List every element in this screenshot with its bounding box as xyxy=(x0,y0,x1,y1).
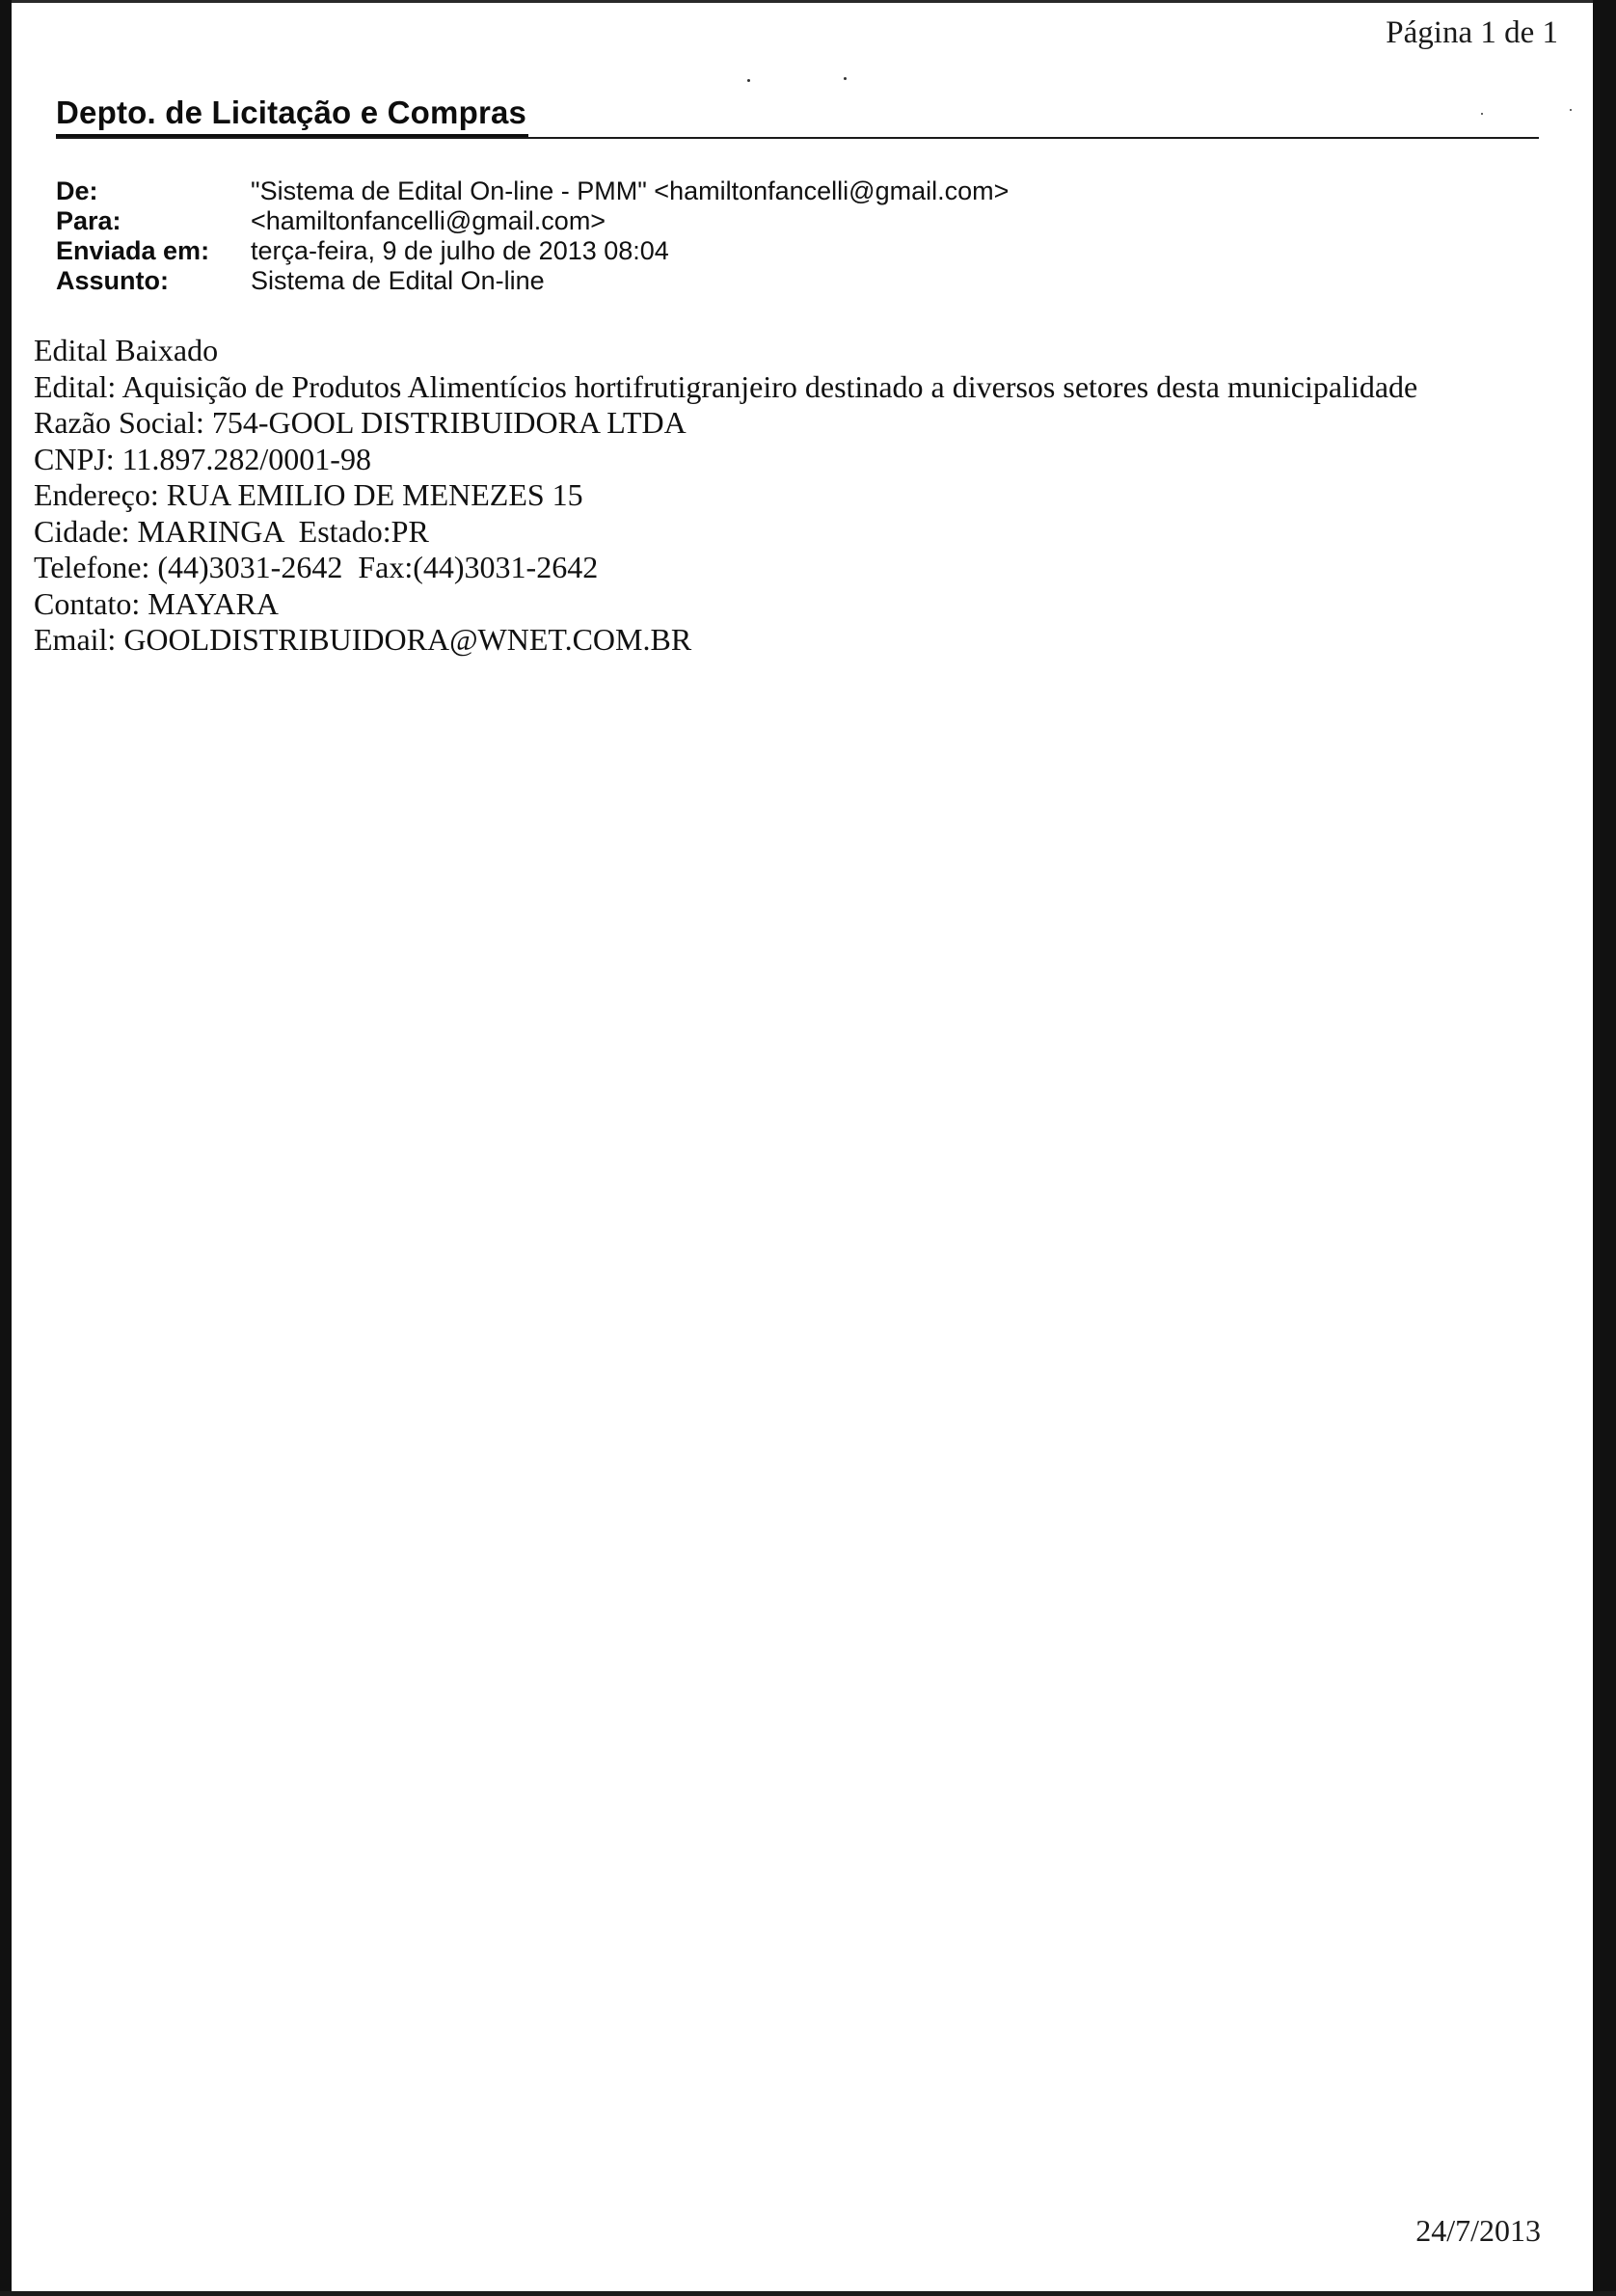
sent-label: Enviada em: xyxy=(56,236,210,265)
sent-value: terça-feira, 9 de julho de 2013 08:04 xyxy=(251,236,669,265)
scan-speck xyxy=(844,77,847,80)
to-label: Para: xyxy=(56,206,121,235)
page-number: Página 1 de 1 xyxy=(1386,15,1558,50)
body-email: Email: GOOLDISTRIBUIDORA@WNET.COM.BR xyxy=(34,622,692,657)
from-label: De: xyxy=(56,176,98,205)
body-cidade: Cidade: MARINGA Estado:PR xyxy=(34,513,429,549)
body-contato: Contato: MAYARA xyxy=(34,585,279,621)
body-endereco: Endereço: RUA EMILIO DE MENEZES 15 xyxy=(34,477,583,512)
scan-speck xyxy=(1481,113,1483,115)
body-heading: Edital Baixado xyxy=(34,333,219,367)
from-value: "Sistema de Edital On-line - PMM" <hamiltonfancelli@gmail.com> xyxy=(251,176,1010,205)
scan-edge-left xyxy=(0,0,12,2296)
meta-row-subject xyxy=(56,266,1009,296)
subject-label: Assunto: xyxy=(56,266,169,295)
email-body xyxy=(34,333,1417,659)
body-cnpj: CNPJ: 11.897.282/0001-98 xyxy=(34,441,371,476)
scan-edge-top xyxy=(0,0,1616,3)
subject-value: Sistema de Edital On-line xyxy=(251,266,545,295)
meta-row-from xyxy=(56,176,1009,206)
body-edital: Edital: Aquisição de Produtos Alimentícios hortifrutigranjeiro destinado a diversos setores desta municipalidade xyxy=(34,368,1418,404)
meta-row-to xyxy=(56,206,1009,236)
body-telefone: Telefone: (44)3031-2642 Fax:(44)3031-2642 xyxy=(34,550,599,584)
meta-row-sent xyxy=(56,236,1009,266)
scan-edge-bottom xyxy=(0,2291,1616,2296)
to-value: <hamiltonfancelli@gmail.com> xyxy=(251,206,606,235)
scan-speck xyxy=(1570,109,1572,111)
body-razao-social: Razão Social: 754-GOOL DISTRIBUIDORA LTDA xyxy=(34,405,687,440)
email-header xyxy=(56,176,1009,296)
header-divider xyxy=(56,137,1539,139)
scan-speck xyxy=(747,79,750,82)
footer-date: 24/7/2013 xyxy=(1415,2213,1541,2248)
scan-edge-right xyxy=(1593,0,1616,2296)
page-title: Depto. de Licitação e Compras xyxy=(56,95,527,130)
